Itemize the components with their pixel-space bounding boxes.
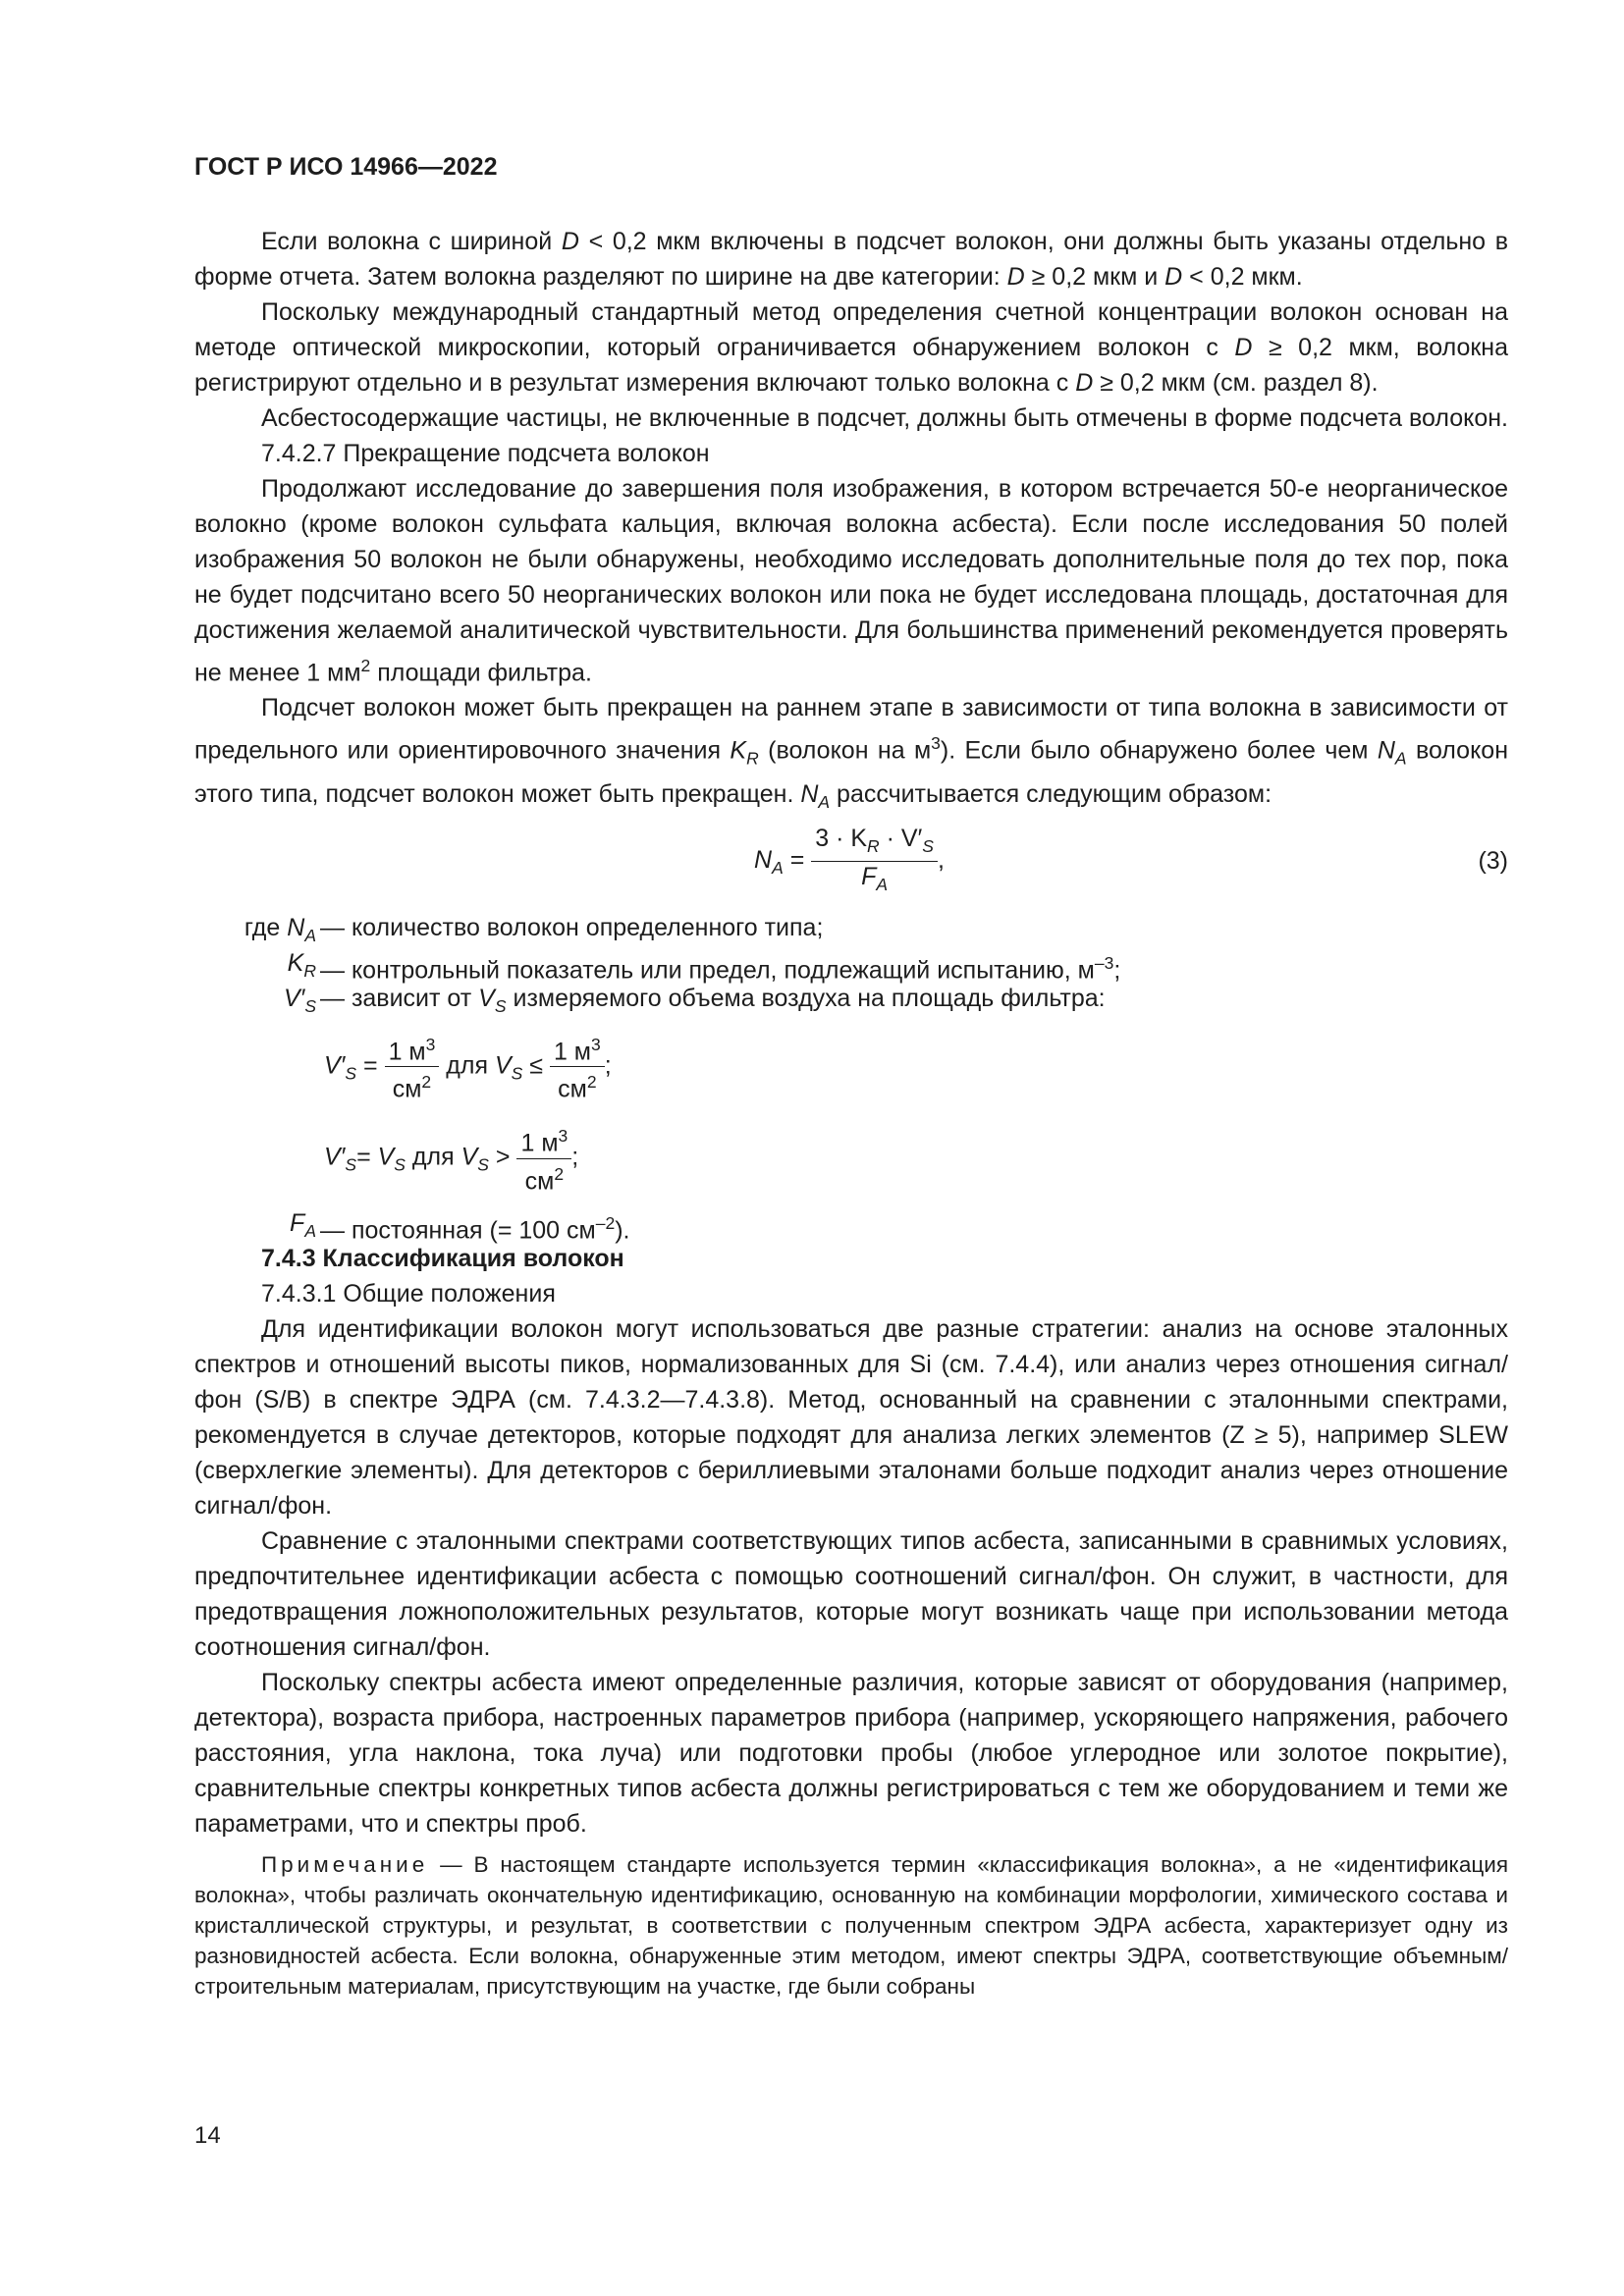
section-heading-7-4-2-7: 7.4.2.7 Прекращение подсчета волокон <box>261 440 710 467</box>
section-heading-7-4-3-1: 7.4.3.1 Общие положения <box>261 1279 556 1308</box>
equation-vs-less-equal: $V'_S$ = $\frac{1 м^3}{см^2}$ для $V_S$ ≤ $\frac{1 м^3}{см^2}$ ; <box>324 1034 612 1103</box>
paragraph-fiber-width: Если волокна с шириной D < 0,2 мкм включены в подсчет волокон, они должны быть указаны отдельно в форме отчета. Затем волокна разделяют по ширине на две категории: D ≥ 0,2 мкм и D < 0,2 мкм. <box>194 228 1508 291</box>
equation-vs-greater: $V'_S= V_S$ для $V_S$ > $\frac{1 м^3}{см^2}$ ; <box>324 1126 579 1195</box>
paragraph-reference-spectra: Сравнение с эталонными спектрами соответствующих типов асбеста, записанными в сравнимых условиях, предпочтительнее идентификации асбеста с помощью соотношений сигнал/фон. Он служит, в частности, для предотвращения ложноположительных результатов, которые могут возникать чаще при использовании метода соотношения сигнал/фон. <box>194 1526 1508 1661</box>
paragraph-spectra-differences: Поскольку спектры асбеста имеют определенные различия, которые зависят от оборудования (например, детектора), возраста прибора, настроенных параметров прибора (например, ускоряющего напряжения, рабочего расстояния, угла наклона, тока луча) или подготовки пробы (любое углеродное или золотое покрытие), сравнительные спектры конкретных типов асбеста должны регистрироваться с тем же оборудованием и теми же параметрами, что и спектры проб. <box>194 1668 1508 1838</box>
where-FA: $F_A$ — постоянная (= 100 $см^{-2}$). <box>290 1208 630 1245</box>
note-label: Примечание <box>261 1851 429 1877</box>
paragraph-early-termination: Подсчет волокон может быть прекращен на раннем этапе в зависимости от типа волокна в зависимости от предельного или ориентировочного значения $K_R$ (волокон на $м^3$). Если было обнаружено более чем $N_A$ волокон этого типа, подсчет волокон может быть прекращен. $N_A$ рассчитывается следующим образом: <box>194 694 1508 812</box>
note-paragraph: Примечание — В настоящем стандарте используется термин «классификация волокна», а не «идентификация волокна», чтобы различать окончательную идентификацию, основанную на комбинации морфологии, химического состава и кристаллической структуры, и результат, в соответствии с полученным спектром ЭДРА асбеста, характеризует одну из разновидностей асбеста. Если волокна, обнаруженные этим методом, имеют спектры ЭДРА, соответствующие объемным/строительным материалам, присутствующим на участке, где были собраны <box>194 1851 1508 1999</box>
formula-3-fraction: $\frac{3 \cdot K_R \cdot V'_S}{F_A}$ <box>811 824 938 899</box>
formula-3: $N_A$ = $\frac{3 \cdot K_R \cdot V'_S}{F_A}$ , (3) <box>194 824 1508 910</box>
where-KR: $K_R$ — контрольный показатель или предел, подлежащий испытанию, $м^{-3}$; <box>287 948 1121 984</box>
paragraph-identification-strategies: Для идентификации волокон могут использоваться две разные стратегии: анализ на основе эталонных спектров и отношений высоты пиков, нормализованных для Si (см. 7.4.4), или анализ через отношения сигнал/фон (S/B) в спектре ЭДРА (см. 7.4.3.2—7.4.3.8). Метод, основанный на сравнении с эталонными спектрами, рекомендуется в случае детекторов, которые подходят для анализа легких элементов (Z ≥ 5), например SLEW (сверхлегкие элементы). Для детекторов с бериллиевыми эталонами больше подходит анализ через отношение сигнал/фон. <box>194 1314 1508 1520</box>
paragraph-asbestos-particles: Асбестосодержащие частицы, не включенные в подсчет, должны быть отмечены в форме подсчета волокон. <box>261 404 1509 432</box>
paragraph-optical-method: Поскольку международный стандартный метод определения счетной концентрации волокон основан на методе оптической микроскопии, который ограничивается обнаружением волокон с D ≥ 0,2 мкм, волокна регистрируют отдельно и в результат измерения включают только волокна с D ≥ 0,2 мкм (см. раздел 8). <box>194 298 1508 397</box>
section-heading-7-4-3: 7.4.3 Классификация волокон <box>261 1244 624 1272</box>
where-VS: $V'_S$ — зависит от $V_S$ измеряемого объема воздуха на площадь фильтра: <box>283 984 1106 1016</box>
document-body <box>194 224 1508 2002</box>
where-NA: где $N_A$ — количество волокон определенного типа; <box>244 913 824 945</box>
formula-number: (3) <box>1478 846 1508 875</box>
page-number: 14 <box>194 2122 221 2149</box>
paragraph-continue-examination: Продолжают исследование до завершения поля изображения, в котором встречается 50-е неорганическое волокно (кроме волокон сульфата кальция, включая волокна асбеста). Если после исследования 50 полей изображения 50 волокон не были обнаружены, необходимо исследовать дополнительные поля до тех пор, пока не будет подсчитано всего 50 неорганических волокон или пока не будет исследована площадь, достаточная для достижения желаемой аналитической чувствительности. Для большинства применений рекомендуется проверять не менее 1 $мм^2$ площади фильтра. <box>194 475 1508 687</box>
document-header: ГОСТ Р ИСО 14966—2022 <box>194 153 498 181</box>
